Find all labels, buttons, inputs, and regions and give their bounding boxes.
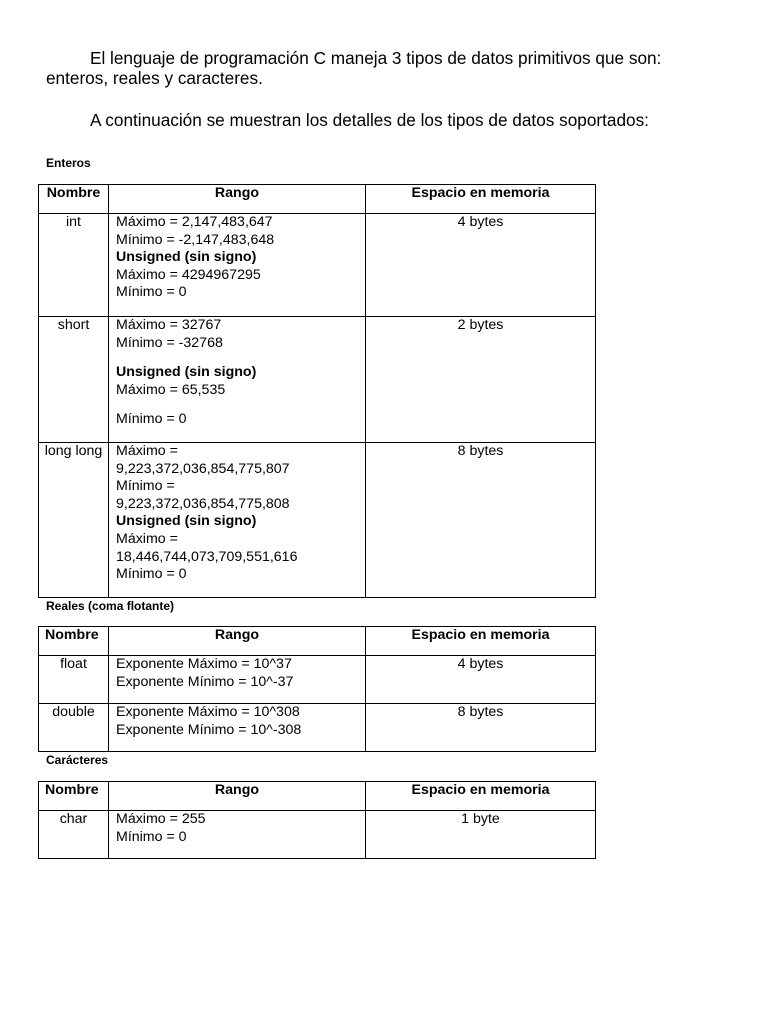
intro-paragraph-2 — [46, 110, 726, 130]
intro-paragraph-2-text: A continuación se muestran los detalles de los tipos de datos soportados: — [90, 110, 649, 130]
header-nombre: Nombre — [39, 627, 109, 656]
cell-memory-space: 4 bytes — [366, 656, 596, 704]
table-header-row — [39, 782, 596, 811]
table-row — [39, 214, 596, 317]
range-line: Mínimo = 0 — [116, 828, 187, 845]
header-nombre: Nombre — [39, 185, 109, 214]
range-line: Mínimo = — [116, 478, 175, 495]
table-row — [39, 443, 596, 598]
range-line: Máximo = 255 — [116, 811, 206, 827]
header-rango: Rango — [109, 627, 366, 656]
header-nombre: Nombre — [39, 782, 109, 811]
range-line: Exponente Máximo = 10^308 — [116, 704, 300, 720]
cell-range — [109, 214, 366, 317]
range-line: 9,223,372,036,854,775,808 — [116, 495, 290, 512]
table-row — [39, 704, 596, 752]
table-caracteres — [38, 781, 596, 859]
table-body-reales — [39, 656, 596, 752]
cell-memory-space: 2 bytes — [366, 317, 596, 443]
intro-paragraph-1 — [46, 48, 726, 88]
header-rango: Rango — [109, 185, 366, 214]
range-line: Mínimo = 0 — [116, 284, 187, 301]
header-espacio: Espacio en memoria — [366, 782, 596, 811]
range-subheading: Unsigned (sin signo) — [116, 364, 257, 381]
range-line: Exponente Mínimo = 10^-308 — [116, 721, 302, 738]
range-subheading: Unsigned (sin signo) — [116, 513, 257, 530]
table-row — [39, 656, 596, 704]
cell-type-name: int — [39, 214, 109, 317]
range-line: Máximo = — [116, 443, 178, 459]
table-reales — [38, 626, 596, 752]
line-gap — [116, 352, 361, 364]
section-title-caracteres: Carácteres — [46, 753, 109, 767]
table-row — [39, 317, 596, 443]
cell-range — [109, 656, 366, 704]
cell-type-name: short — [39, 317, 109, 443]
range-line: Máximo = 32767 — [116, 317, 222, 333]
cell-memory-space: 1 byte — [366, 811, 596, 859]
range-line: Exponente Máximo = 10^37 — [116, 656, 292, 672]
cell-memory-space: 4 bytes — [366, 214, 596, 317]
cell-type-name: char — [39, 811, 109, 859]
cell-range — [109, 811, 366, 859]
cell-type-name: double — [39, 704, 109, 752]
table-row — [39, 811, 596, 859]
range-line: 9,223,372,036,854,775,807 — [116, 460, 290, 477]
table-body-caracteres — [39, 811, 596, 859]
range-line: Máximo = 4294967295 — [116, 266, 261, 283]
table-header-row — [39, 627, 596, 656]
line-gap — [116, 399, 361, 411]
cell-range — [109, 443, 366, 598]
range-line: 18,446,744,073,709,551,616 — [116, 548, 298, 565]
cell-range — [109, 317, 366, 443]
cell-memory-space: 8 bytes — [366, 704, 596, 752]
range-line: Máximo = — [116, 530, 178, 547]
cell-type-name: float — [39, 656, 109, 704]
range-subheading: Unsigned (sin signo) — [116, 249, 257, 266]
range-line: Mínimo = -32768 — [116, 334, 223, 351]
table-enteros — [38, 184, 596, 598]
header-rango: Rango — [109, 782, 366, 811]
cell-range — [109, 704, 366, 752]
section-title-reales: Reales (coma flotante) — [46, 599, 175, 613]
range-line: Mínimo = -2,147,483,648 — [116, 231, 275, 248]
cell-type-name: long long — [39, 443, 109, 598]
header-espacio: Espacio en memoria — [366, 627, 596, 656]
table-body-enteros — [39, 214, 596, 598]
header-espacio: Espacio en memoria — [366, 185, 596, 214]
table-header-row — [39, 185, 596, 214]
range-line: Máximo = 65,535 — [116, 381, 226, 398]
cell-memory-space: 8 bytes — [366, 443, 596, 598]
range-line: Mínimo = 0 — [116, 566, 187, 583]
range-line: Máximo = 2,147,483,647 — [116, 214, 273, 230]
intro-paragraph-1-text: El lenguaje de programación C maneja 3 tipos de datos primitivos que son: enteros, reales y caracteres. — [46, 48, 662, 88]
range-line: Mínimo = 0 — [116, 411, 187, 428]
section-title-enteros: Enteros — [46, 156, 91, 170]
range-line: Exponente Mínimo = 10^-37 — [116, 673, 294, 690]
